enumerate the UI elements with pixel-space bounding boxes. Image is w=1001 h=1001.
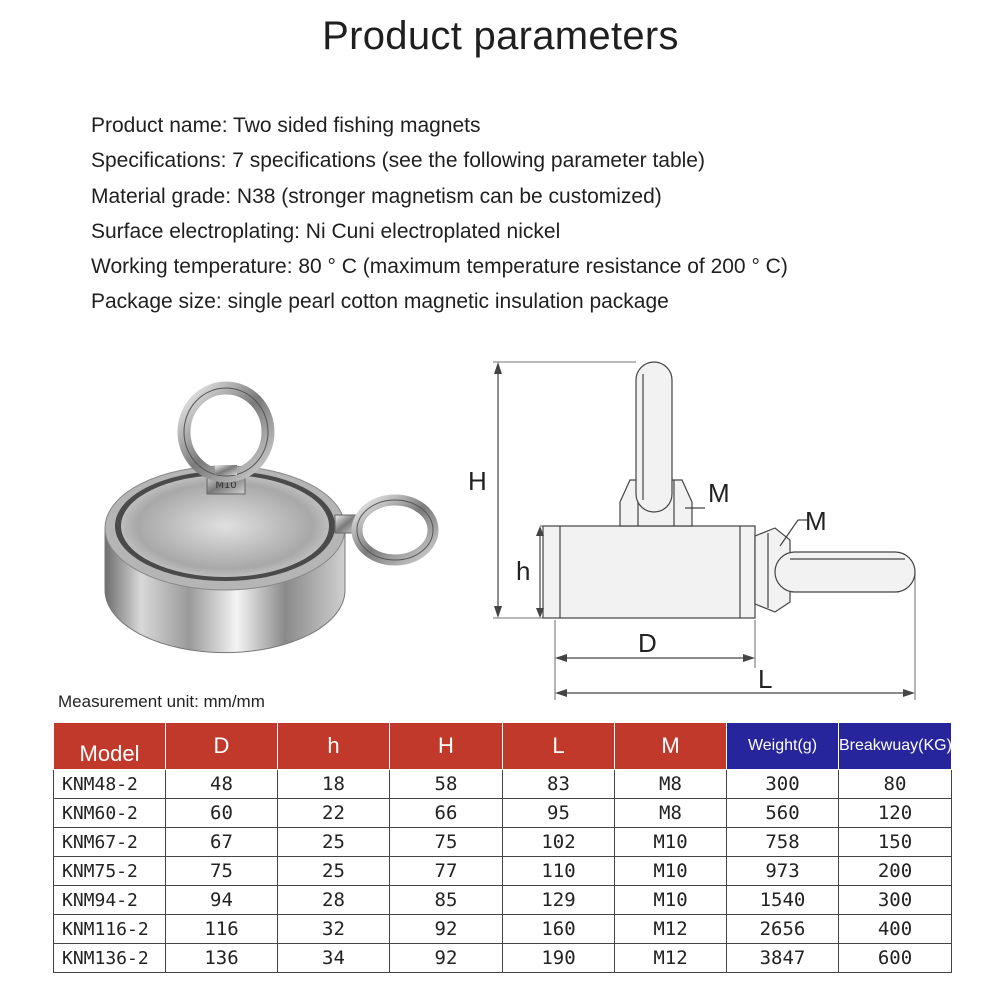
cell-h-large: 66 bbox=[390, 799, 503, 828]
cell-breakaway: 600 bbox=[839, 944, 952, 973]
cell-breakaway: 80 bbox=[839, 770, 952, 799]
spec-surface-plating: Surface electroplating: Ni Cuni electroplated nickel bbox=[91, 219, 561, 243]
cell-model: KNM48-2 bbox=[54, 770, 166, 799]
cell-m: M10 bbox=[615, 886, 727, 915]
cell-model: KNM75-2 bbox=[54, 857, 166, 886]
cell-model: KNM116-2 bbox=[54, 915, 166, 944]
header-weight: Weight(g) bbox=[727, 723, 839, 770]
cell-d: 136 bbox=[166, 944, 278, 973]
table-header-row bbox=[54, 723, 952, 770]
header-D: D bbox=[166, 723, 278, 770]
cell-weight: 300 bbox=[727, 770, 839, 799]
cell-l: 83 bbox=[503, 770, 615, 799]
cell-breakaway: 150 bbox=[839, 828, 952, 857]
cell-h-large: 92 bbox=[390, 944, 503, 973]
cell-breakaway: 200 bbox=[839, 857, 952, 886]
spec-list bbox=[91, 108, 991, 320]
cell-h-small: 32 bbox=[278, 915, 390, 944]
parameter-table bbox=[53, 722, 952, 973]
label-M-side: M bbox=[805, 506, 827, 536]
bolt-marking: M10 bbox=[215, 480, 237, 491]
table-row bbox=[54, 944, 952, 973]
table-row bbox=[54, 886, 952, 915]
label-H: H bbox=[468, 466, 487, 496]
cell-m: M8 bbox=[615, 770, 727, 799]
cell-weight: 1540 bbox=[727, 886, 839, 915]
cell-model: KNM136-2 bbox=[54, 944, 166, 973]
cell-model: KNM67-2 bbox=[54, 828, 166, 857]
table-row bbox=[54, 857, 952, 886]
cell-l: 95 bbox=[503, 799, 615, 828]
header-h: h bbox=[278, 723, 390, 770]
cell-h-small: 28 bbox=[278, 886, 390, 915]
cell-weight: 3847 bbox=[727, 944, 839, 973]
cell-h-large: 58 bbox=[390, 770, 503, 799]
header-model: Model bbox=[54, 723, 166, 770]
label-h: h bbox=[516, 556, 531, 586]
label-M-top: M bbox=[708, 478, 730, 508]
cell-weight: 560 bbox=[727, 799, 839, 828]
cell-h-small: 25 bbox=[278, 828, 390, 857]
cell-h-large: 75 bbox=[390, 828, 503, 857]
cell-h-small: 25 bbox=[278, 857, 390, 886]
header-H: H bbox=[390, 723, 503, 770]
header-L: L bbox=[503, 723, 615, 770]
cell-model: KNM94-2 bbox=[54, 886, 166, 915]
cell-l: 102 bbox=[503, 828, 615, 857]
label-D: D bbox=[638, 628, 657, 658]
cell-l: 110 bbox=[503, 857, 615, 886]
cell-h-large: 77 bbox=[390, 857, 503, 886]
cell-h-large: 85 bbox=[390, 886, 503, 915]
spec-package-size: Package size: single pearl cotton magnetic insulation package bbox=[91, 290, 669, 314]
cell-d: 116 bbox=[166, 915, 278, 944]
cell-h-small: 34 bbox=[278, 944, 390, 973]
label-L: L bbox=[758, 664, 773, 694]
cell-m: M10 bbox=[615, 828, 727, 857]
cell-weight: 973 bbox=[727, 857, 839, 886]
measurement-unit: Measurement unit: mm/mm bbox=[58, 692, 265, 711]
cell-weight: 2656 bbox=[727, 915, 839, 944]
cell-d: 94 bbox=[166, 886, 278, 915]
cell-l: 129 bbox=[503, 886, 615, 915]
header-M: M bbox=[615, 723, 727, 770]
cell-l: 160 bbox=[503, 915, 615, 944]
cell-h-small: 22 bbox=[278, 799, 390, 828]
table-body bbox=[54, 770, 952, 973]
spec-material-grade: Material grade: N38 (stronger magnetism can be customized) bbox=[91, 184, 662, 208]
cell-model: KNM60-2 bbox=[54, 799, 166, 828]
table-row bbox=[54, 799, 952, 828]
cell-weight: 758 bbox=[727, 828, 839, 857]
cell-d: 60 bbox=[166, 799, 278, 828]
cell-h-small: 18 bbox=[278, 770, 390, 799]
cell-d: 75 bbox=[166, 857, 278, 886]
cell-d: 67 bbox=[166, 828, 278, 857]
magnet-photo bbox=[95, 370, 475, 670]
cell-breakaway: 300 bbox=[839, 886, 952, 915]
cell-d: 48 bbox=[166, 770, 278, 799]
cell-m: M10 bbox=[615, 857, 727, 886]
cell-m: M12 bbox=[615, 944, 727, 973]
spec-working-temperature: Working temperature: 80 ° C (maximum temperature resistance of 200 ° C) bbox=[91, 255, 788, 279]
spec-specifications: Specifications: 7 specifications (see the following parameter table) bbox=[91, 149, 705, 173]
cell-m: M8 bbox=[615, 799, 727, 828]
dimension-diagram bbox=[460, 350, 980, 700]
table-row bbox=[54, 915, 952, 944]
cell-m: M12 bbox=[615, 915, 727, 944]
cell-breakaway: 400 bbox=[839, 915, 952, 944]
spec-product-name: Product name: Two sided fishing magnets bbox=[91, 114, 481, 137]
page-title: Product parameters bbox=[322, 14, 679, 58]
table-row bbox=[54, 828, 952, 857]
cell-l: 190 bbox=[503, 944, 615, 973]
table-row bbox=[54, 770, 952, 799]
cell-breakaway: 120 bbox=[839, 799, 952, 828]
header-breakaway: Breakwuay(KG) bbox=[839, 723, 952, 770]
cell-h-large: 92 bbox=[390, 915, 503, 944]
